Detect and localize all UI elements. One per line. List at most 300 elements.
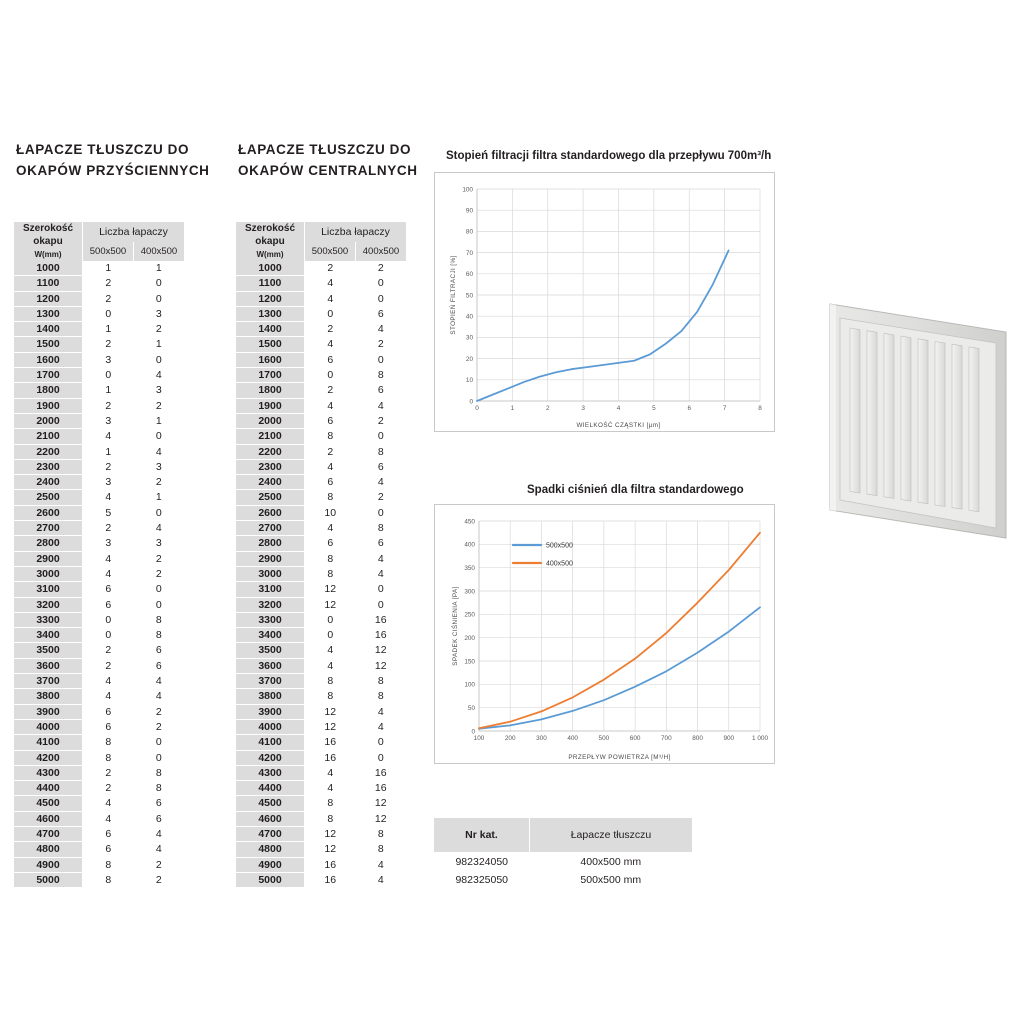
filtration-chart	[434, 172, 775, 432]
cell-500x500: 3	[83, 475, 134, 490]
cell-500x500: 4	[83, 490, 134, 505]
table-row	[236, 368, 406, 383]
table-row	[236, 505, 406, 520]
table-row	[14, 429, 184, 444]
y-axis-title: STOPIEŃ FILTRACJI [%]	[450, 255, 457, 335]
y-tick-label: 250	[464, 611, 475, 619]
table-row	[236, 811, 406, 826]
cell-width: 2000	[236, 413, 305, 428]
cell-400x500: 8	[356, 521, 407, 536]
table-row	[14, 566, 184, 581]
cell-width: 3800	[14, 689, 83, 704]
cell-400x500: 0	[134, 429, 185, 444]
cell-400x500: 2	[356, 337, 407, 352]
cell-width: 1700	[14, 368, 83, 383]
cell-width: 2200	[236, 444, 305, 459]
cell-400x500: 4	[356, 566, 407, 581]
x-tick-label: 5	[652, 405, 656, 412]
cell-width: 2800	[14, 536, 83, 551]
cell-catalogue-number: 982324050	[455, 855, 509, 868]
column-header-500x500: 500x500	[305, 242, 356, 261]
cell-500x500: 2	[83, 398, 134, 413]
y-tick-label: 10	[465, 377, 473, 385]
cell-400x500: 4	[134, 842, 185, 857]
cell-400x500: 8	[134, 781, 185, 796]
cell-500x500: 3	[83, 352, 134, 367]
cell-500x500: 4	[305, 781, 356, 796]
x-tick-label: 500	[598, 735, 610, 742]
cell-width: 1800	[236, 383, 305, 398]
cell-400x500: 0	[356, 291, 407, 306]
cell-width: 2300	[236, 459, 305, 474]
x-tick-label: 0	[475, 405, 479, 412]
table-row	[236, 628, 406, 643]
y-tick-label: 400	[464, 541, 475, 549]
cell-500x500: 0	[83, 368, 134, 383]
cell-500x500: 2	[83, 459, 134, 474]
cell-width: 3500	[236, 643, 305, 658]
table-row	[236, 459, 406, 474]
width-label: Szerokość okapu	[244, 223, 296, 247]
catalogue-table-body	[434, 852, 692, 888]
table-row	[236, 842, 406, 857]
product-illustration	[820, 288, 1016, 556]
cell-width: 1500	[14, 337, 83, 352]
cell-500x500: 4	[83, 674, 134, 689]
y-tick-label: 80	[465, 228, 473, 236]
y-tick-label: 350	[464, 564, 475, 572]
table-row	[236, 765, 406, 780]
table-row	[14, 826, 184, 841]
cell-width: 4300	[14, 765, 83, 780]
cell-500x500: 6	[83, 719, 134, 734]
table-row	[236, 276, 406, 291]
table-row	[236, 551, 406, 566]
cell-400x500: 6	[356, 459, 407, 474]
cell-500x500: 4	[83, 811, 134, 826]
cell-500x500: 0	[305, 368, 356, 383]
cell-400x500: 2	[134, 566, 185, 581]
cell-width: 1500	[236, 337, 305, 352]
x-tick-label: 900	[723, 735, 735, 742]
x-axis-title: WIELKOŚĆ CZĄSTKI [µm]	[576, 422, 661, 429]
cell-500x500: 4	[83, 689, 134, 704]
table-row	[14, 811, 184, 826]
y-tick-label: 300	[464, 588, 475, 596]
y-tick-label: 0	[471, 728, 475, 736]
width-unit: W(mm)	[256, 250, 284, 259]
cell-400x500: 4	[356, 551, 407, 566]
cell-400x500: 8	[356, 674, 407, 689]
y-tick-label: 200	[464, 634, 475, 642]
cell-500x500: 0	[305, 628, 356, 643]
table-row	[14, 413, 184, 428]
cell-500x500: 4	[305, 521, 356, 536]
filtration-chart-plot	[435, 173, 774, 431]
cell-width: 4100	[14, 735, 83, 750]
cell-width: 3500	[14, 643, 83, 658]
cell-width: 4300	[236, 765, 305, 780]
cell-400x500: 8	[356, 689, 407, 704]
table-row	[236, 857, 406, 872]
cell-400x500: 1	[134, 337, 185, 352]
cell-500x500: 2	[83, 658, 134, 673]
table-row	[236, 398, 406, 413]
table-row	[236, 750, 406, 765]
cell-width: 3700	[14, 674, 83, 689]
cell-400x500: 4	[356, 475, 407, 490]
cell-width: 4800	[14, 842, 83, 857]
table-row	[236, 597, 406, 612]
cell-width: 4000	[236, 719, 305, 734]
table-row	[14, 689, 184, 704]
cell-500x500: 2	[83, 291, 134, 306]
table-header	[236, 222, 406, 261]
cell-400x500: 4	[356, 857, 407, 872]
cell-500x500: 12	[305, 719, 356, 734]
x-tick-label: 6	[687, 405, 692, 412]
cell-width: 5000	[14, 872, 83, 887]
cell-500x500: 2	[83, 521, 134, 536]
cell-400x500: 6	[134, 643, 185, 658]
catalogue-table-header	[434, 818, 692, 852]
table-row	[236, 735, 406, 750]
cell-width: 4500	[14, 796, 83, 811]
y-tick-label: 60	[465, 271, 473, 279]
filtration-chart-title: Stopień filtracji filtra standardowego dla przepływu 700m³/h	[446, 150, 772, 162]
x-tick-label: 1 000	[752, 735, 768, 742]
table-row	[14, 735, 184, 750]
cell-500x500: 8	[83, 735, 134, 750]
column-header-width	[236, 222, 305, 261]
width-label: Szerokość okapu	[22, 223, 74, 247]
y-tick-label: 0	[469, 398, 473, 406]
series-line-500x500	[479, 607, 760, 728]
cell-400x500: 4	[134, 368, 185, 383]
cell-width: 2900	[14, 551, 83, 566]
cell-width: 3800	[236, 689, 305, 704]
cell-400x500: 3	[134, 306, 185, 321]
cell-width: 2900	[236, 551, 305, 566]
cell-500x500: 0	[83, 306, 134, 321]
cell-500x500: 16	[305, 735, 356, 750]
legend-label: 400x500	[546, 560, 573, 568]
table-row	[14, 383, 184, 398]
cell-500x500: 4	[83, 551, 134, 566]
central-hoods-table	[236, 222, 406, 887]
x-tick-label: 3	[581, 405, 585, 412]
x-tick-label: 800	[692, 735, 703, 742]
cell-width: 3300	[236, 612, 305, 627]
cell-500x500: 12	[305, 704, 356, 719]
table-row	[236, 781, 406, 796]
cell-400x500: 6	[134, 811, 185, 826]
table-row	[236, 306, 406, 321]
column-header-500x500: 500x500	[83, 242, 134, 261]
table-row	[14, 475, 184, 490]
table-row	[14, 872, 184, 887]
cell-400x500: 4	[134, 521, 185, 536]
table-row	[14, 750, 184, 765]
table-row	[14, 337, 184, 352]
cell-400x500: 0	[356, 750, 407, 765]
table-row	[14, 398, 184, 413]
cell-400x500: 2	[134, 872, 185, 887]
cell-500x500: 1	[83, 444, 134, 459]
table-row	[236, 796, 406, 811]
cell-500x500: 8	[83, 857, 134, 872]
table-row	[14, 674, 184, 689]
cell-400x500: 16	[356, 612, 407, 627]
cell-400x500: 1	[134, 490, 185, 505]
cell-500x500: 4	[305, 459, 356, 474]
pressure-drop-chart-plot	[435, 505, 774, 763]
cell-400x500: 0	[134, 582, 185, 597]
wall-hoods-table-title: ŁAPACZE TŁUSZCZU DO OKAPÓW PRZYŚCIENNYCH	[16, 142, 210, 178]
table-row	[236, 674, 406, 689]
cell-500x500: 6	[305, 413, 356, 428]
cell-400x500: 16	[356, 628, 407, 643]
cell-width: 4700	[14, 826, 83, 841]
table-row	[14, 796, 184, 811]
cell-500x500: 4	[83, 796, 134, 811]
cell-400x500: 8	[134, 612, 185, 627]
cell-width: 3000	[14, 566, 83, 581]
y-tick-label: 50	[465, 292, 473, 300]
cell-width: 2700	[14, 521, 83, 536]
cell-400x500: 12	[356, 658, 407, 673]
table-row	[236, 291, 406, 306]
cell-width: 2100	[236, 429, 305, 444]
table-row	[14, 704, 184, 719]
cell-width: 5000	[236, 872, 305, 887]
cell-400x500: 4	[356, 704, 407, 719]
table-row	[14, 765, 184, 780]
table-row	[14, 261, 184, 276]
column-header-width	[14, 222, 83, 261]
cell-500x500: 4	[305, 337, 356, 352]
cell-400x500: 6	[356, 383, 407, 398]
cell-width: 2500	[14, 490, 83, 505]
cell-width: 4500	[236, 796, 305, 811]
pressure-drop-chart	[434, 504, 775, 764]
cell-width: 2600	[236, 505, 305, 520]
wall-hoods-table	[14, 222, 184, 887]
cell-width: 1100	[236, 276, 305, 291]
cell-400x500: 1	[134, 261, 185, 276]
cell-500x500: 6	[83, 597, 134, 612]
column-header-400x500: 400x500	[356, 242, 407, 261]
cell-width: 2100	[14, 429, 83, 444]
cell-400x500: 8	[356, 842, 407, 857]
y-axis-title: SPADEK CIŚNIENIA [PA]	[452, 586, 459, 666]
x-tick-label: 8	[758, 405, 762, 412]
cell-500x500: 2	[83, 781, 134, 796]
cell-width: 1800	[14, 383, 83, 398]
cell-500x500: 2	[305, 322, 356, 337]
cell-400x500: 2	[134, 551, 185, 566]
x-tick-label: 1	[510, 405, 515, 412]
cell-400x500: 4	[356, 398, 407, 413]
catalogue-row	[434, 852, 692, 870]
cell-product: 400x500 mm	[580, 855, 642, 868]
cell-400x500: 2	[134, 857, 185, 872]
cell-width: 1600	[14, 352, 83, 367]
cell-width: 3200	[236, 597, 305, 612]
cell-500x500: 8	[305, 551, 356, 566]
cell-500x500: 3	[83, 536, 134, 551]
table-row	[14, 521, 184, 536]
cell-width: 4000	[14, 719, 83, 734]
cell-width: 1400	[236, 322, 305, 337]
x-tick-label: 700	[660, 735, 672, 742]
column-header-count-group: Liczba łapaczy	[83, 222, 185, 242]
cell-width: 4100	[236, 735, 305, 750]
catalogue-table	[434, 818, 692, 888]
table-row	[14, 276, 184, 291]
table-row	[14, 658, 184, 673]
cell-500x500: 3	[83, 413, 134, 428]
cell-500x500: 2	[83, 643, 134, 658]
cell-500x500: 6	[305, 475, 356, 490]
table-row	[14, 612, 184, 627]
cell-width: 3000	[236, 566, 305, 581]
cell-400x500: 0	[134, 750, 185, 765]
cell-400x500: 2	[356, 490, 407, 505]
cell-500x500: 6	[83, 826, 134, 841]
cell-500x500: 5	[83, 505, 134, 520]
cell-500x500: 4	[305, 658, 356, 673]
cell-500x500: 12	[305, 826, 356, 841]
cell-width: 4900	[236, 857, 305, 872]
table-row	[236, 444, 406, 459]
cell-500x500: 4	[305, 765, 356, 780]
table-body	[236, 261, 406, 887]
cell-500x500: 16	[305, 857, 356, 872]
x-tick-label: 100	[473, 735, 485, 742]
cell-500x500: 2	[83, 765, 134, 780]
cell-500x500: 0	[83, 628, 134, 643]
cell-500x500: 2	[305, 261, 356, 276]
cell-400x500: 2	[134, 719, 185, 734]
cell-500x500: 6	[305, 352, 356, 367]
table-row	[14, 368, 184, 383]
cell-400x500: 0	[134, 597, 185, 612]
cell-width: 2600	[14, 505, 83, 520]
cell-400x500: 0	[134, 291, 185, 306]
x-tick-label: 400	[567, 735, 579, 742]
x-tick-label: 4	[616, 405, 621, 412]
cell-500x500: 12	[305, 597, 356, 612]
cell-500x500: 12	[305, 842, 356, 857]
cell-500x500: 1	[83, 322, 134, 337]
cell-400x500: 12	[356, 796, 407, 811]
cell-400x500: 3	[134, 459, 185, 474]
table-row	[14, 536, 184, 551]
cell-500x500: 16	[305, 750, 356, 765]
table-row	[14, 505, 184, 520]
table-row	[236, 429, 406, 444]
cell-width: 2200	[14, 444, 83, 459]
cell-500x500: 0	[305, 612, 356, 627]
cell-width: 3600	[236, 658, 305, 673]
cell-400x500: 0	[356, 429, 407, 444]
cell-width: 1300	[236, 306, 305, 321]
table-row	[14, 628, 184, 643]
column-header-400x500: 400x500	[134, 242, 185, 261]
table-row	[236, 413, 406, 428]
cell-400x500: 4	[134, 689, 185, 704]
y-tick-label: 100	[464, 681, 475, 689]
cell-500x500: 8	[305, 429, 356, 444]
cell-width: 1600	[236, 352, 305, 367]
cell-width: 3900	[236, 704, 305, 719]
y-tick-label: 90	[465, 207, 473, 215]
x-axis-title: PRZEPŁYW POWIETRZA [M³/H]	[568, 754, 671, 761]
y-tick-label: 50	[467, 704, 475, 712]
cell-400x500: 16	[356, 781, 407, 796]
cell-width: 2500	[236, 490, 305, 505]
y-tick-label: 20	[465, 355, 473, 363]
cell-500x500: 4	[83, 429, 134, 444]
central-hoods-table-title: ŁAPACZE TŁUSZCZU DO OKAPÓW CENTRALNYCH	[238, 142, 418, 178]
cell-500x500: 4	[83, 566, 134, 581]
x-tick-label: 2	[545, 405, 550, 412]
cell-width: 3600	[14, 658, 83, 673]
cell-500x500: 6	[83, 842, 134, 857]
table-row	[14, 643, 184, 658]
cell-500x500: 2	[305, 383, 356, 398]
cell-400x500: 0	[356, 582, 407, 597]
cell-product: 500x500 mm	[580, 873, 642, 886]
table-row	[236, 719, 406, 734]
table-row	[236, 872, 406, 887]
table-row	[236, 490, 406, 505]
cell-500x500: 8	[83, 872, 134, 887]
cell-400x500: 0	[356, 352, 407, 367]
cell-400x500: 2	[134, 322, 185, 337]
cell-400x500: 2	[356, 413, 407, 428]
cell-500x500: 0	[83, 612, 134, 627]
cell-500x500: 6	[83, 582, 134, 597]
cell-400x500: 0	[356, 276, 407, 291]
cell-width: 1700	[236, 368, 305, 383]
cell-width: 3200	[14, 597, 83, 612]
cell-400x500: 6	[134, 796, 185, 811]
cell-400x500: 4	[134, 826, 185, 841]
cell-width: 1900	[236, 398, 305, 413]
cell-400x500: 12	[356, 643, 407, 658]
cell-400x500: 4	[134, 674, 185, 689]
cell-width: 1200	[236, 291, 305, 306]
table-row	[236, 612, 406, 627]
cell-400x500: 1	[134, 413, 185, 428]
table-row	[236, 536, 406, 551]
cell-500x500: 0	[305, 306, 356, 321]
cell-width: 3100	[14, 582, 83, 597]
legend-label: 500x500	[546, 542, 573, 550]
table-row	[14, 857, 184, 872]
cell-400x500: 4	[356, 322, 407, 337]
cell-500x500: 10	[305, 505, 356, 520]
cell-500x500: 8	[305, 566, 356, 581]
cell-400x500: 2	[134, 398, 185, 413]
column-header-count-group: Liczba łapaczy	[305, 222, 407, 242]
cell-width: 3400	[236, 628, 305, 643]
x-tick-label: 7	[722, 405, 727, 412]
table-row	[14, 490, 184, 505]
cell-400x500: 0	[134, 276, 185, 291]
